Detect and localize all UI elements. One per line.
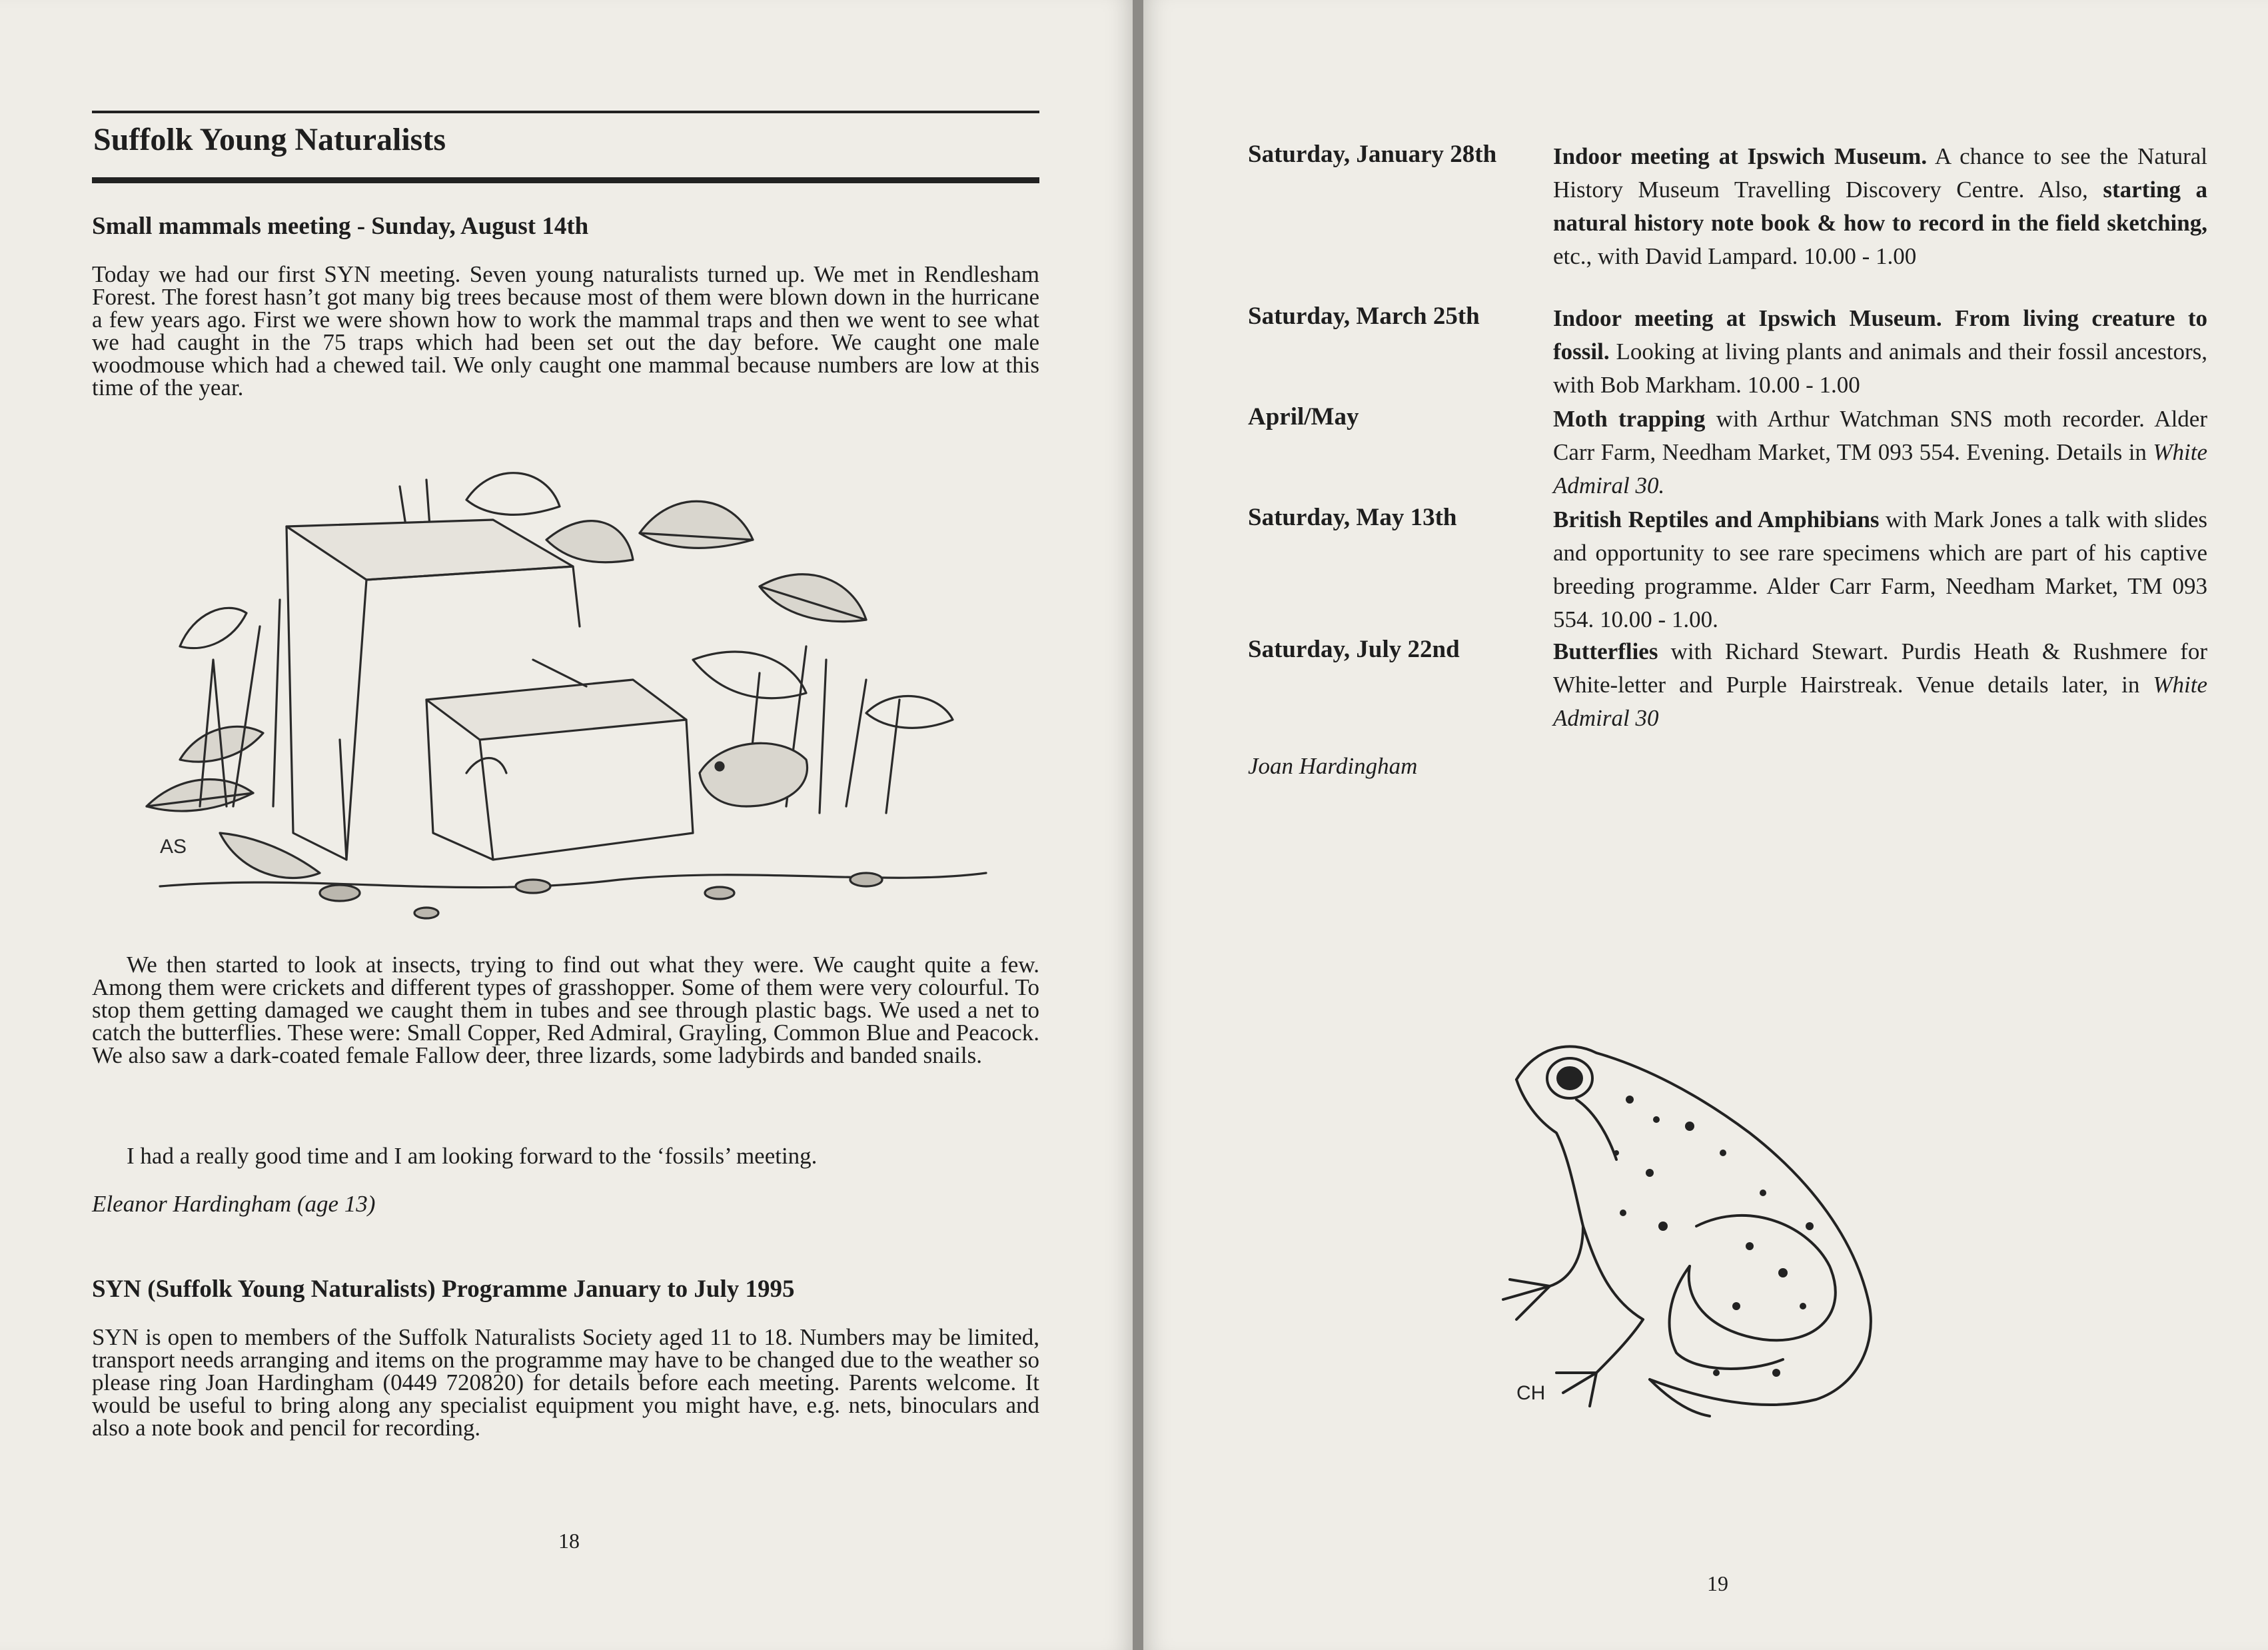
- programme-publication: White Admiral 30.: [1553, 439, 2207, 498]
- fossils-paragraph: I had a really good time and I am looking forward to the ‘fossils’ meeting.: [127, 1143, 818, 1169]
- programme-description: [1553, 302, 2207, 402]
- frog-initials: CH: [1516, 1382, 1546, 1404]
- programme-title: Moth trapping: [1553, 406, 1706, 432]
- programme-date: April/May: [1248, 403, 1359, 430]
- programme-title: Indoor meeting at Ipswich Museum. From living creature to fossil.: [1553, 305, 2207, 365]
- masthead-title: Suffolk Young Naturalists: [93, 122, 446, 157]
- programme-title: Indoor meeting at Ipswich Museum.: [1553, 143, 1928, 169]
- meeting-paragraph: Today we had our first SYN meeting. Seven young naturalists turned up. We met in Rendlesham Forest. The forest hasn’t got many big trees because most of them were blown down in the hurricane a few years ago. First we were shown how to work the mammal traps and then we went to see what we had caught in the 75 traps which had been set out the day before. We caught one male woodmouse which had a chewed tail. We only caught one mammal because numbers are low at this time of the year.: [92, 261, 1039, 401]
- left-author: Eleanor Hardingham (age 13): [92, 1191, 376, 1217]
- left-page: [0, 0, 1133, 1650]
- programme-text: with Mark Jones a talk with slides and opportunity to see rare specimens which are part of his captive breeding programme. Alder Carr Farm, Needham Market, TM 093 554. 10.00 - 1.00.: [1553, 506, 2207, 632]
- programme-emphasis: starting a natural history note book & how to record in the field sketching,: [1553, 177, 2207, 236]
- page-number-left: 18: [558, 1529, 580, 1553]
- illustration-initials: AS: [160, 836, 187, 858]
- programme-description: [1553, 140, 2207, 273]
- programme-text: etc., with David Lampard. 10.00 - 1.00: [1553, 243, 1917, 269]
- right-author: Joan Hardingham: [1248, 753, 1418, 779]
- programme-heading: SYN (Suffolk Young Naturalists) Programme January to July 1995: [92, 1275, 795, 1303]
- programme-description: [1553, 503, 2207, 636]
- programme-text: Looking at living plants and animals and their fossil ancestors, with Bob Markham. 10.00 - 1.00: [1553, 339, 2207, 398]
- frog-illustration: [1496, 1026, 2003, 1433]
- programme-date: Saturday, May 13th: [1248, 504, 1457, 531]
- programme-publication: White Admiral 30: [1553, 672, 2207, 731]
- programme-text: with Richard Stewart. Purdis Heath & Rushmere for White-letter and Purple Hairstreak. Venue details later, in: [1553, 638, 2207, 698]
- programme-description: [1553, 635, 2207, 735]
- programme-text: with Arthur Watchman SNS moth recorder. Alder Carr Farm, Needham Market, TM 093 554. Evening. Details in: [1553, 406, 2207, 465]
- meeting-heading: Small mammals meeting - Sunday, August 14th: [92, 213, 589, 240]
- insects-paragraph: We then started to look at insects, trying to find out what they were. We caught quite a few. Among them were crickets and different types of grasshopper. Some of them were very colourful. To stop them getting damaged we caught them in tubes and see through plastic bags. We used a net to catch the butterflies. These were: Small Copper, Red Admiral, Grayling, Common Blue and Peacock. We also saw a dark-coated female Fallow deer, three lizards, some ladybirds and banded snails.: [92, 952, 1039, 1068]
- programme-text: A chance to see the Natural History Museum Travelling Discovery Centre. Also,: [1553, 143, 2207, 203]
- programme-date: Saturday, July 22nd: [1248, 636, 1460, 663]
- programme-description: [1553, 403, 2207, 502]
- mammal-trap-illustration: [120, 460, 1006, 940]
- programme-paragraph: SYN is open to members of the Suffolk Naturalists Society aged 11 to 18. Numbers may be limited, transport needs arranging and items on the programme may have to be changed due to the weather so please ring Joan Hardingham (0449 720820) for details before each meeting. Parents welcome. It would be useful to bring along any specialist equipment you might have, e.g. nets, binoculars and also a note book and pencil for recording.: [92, 1324, 1039, 1441]
- programme-title: British Reptiles and Amphibians: [1553, 506, 1880, 532]
- programme-date: Saturday, January 28th: [1248, 141, 1497, 168]
- masthead: [92, 111, 1039, 183]
- right-page: [1143, 0, 2268, 1650]
- page-number-right: 19: [1707, 1571, 1728, 1595]
- programme-date: Saturday, March 25th: [1248, 303, 1480, 330]
- programme-title: Butterflies: [1553, 638, 1658, 664]
